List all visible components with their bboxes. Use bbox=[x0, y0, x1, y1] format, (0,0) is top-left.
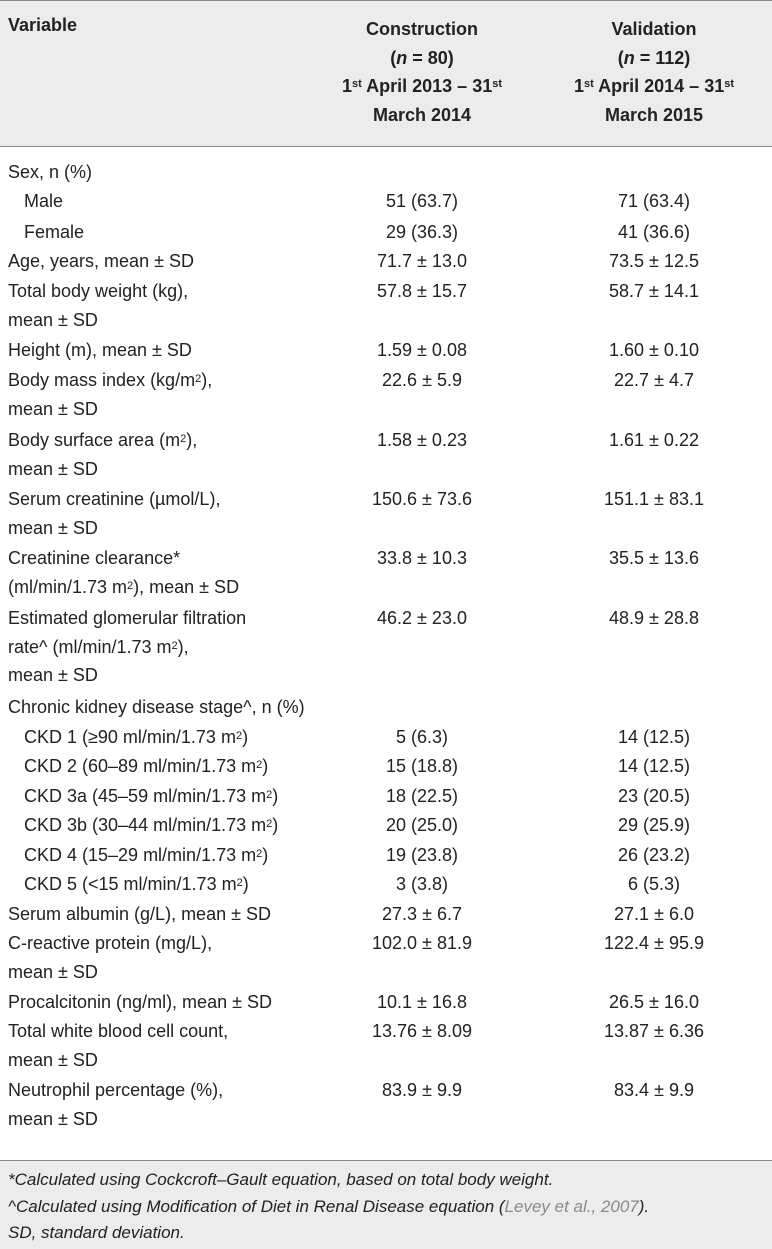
row-label: Body surface area $(m^2)$, mean ± SD bbox=[8, 430, 198, 479]
row-label: CKD 2 (60–89 ml/min/1.73 $m^2$) bbox=[24, 756, 269, 776]
construction-value: 20 (25.0) bbox=[385, 815, 459, 835]
row-label: Serum creatinine (µmol/L), mean ± SD bbox=[8, 489, 221, 538]
row-label: Female bbox=[24, 222, 85, 242]
header-construction bbox=[307, 15, 537, 129]
header-variable: Variable bbox=[8, 15, 78, 35]
footnote-sd: SD, standard deviation. bbox=[8, 1223, 185, 1242]
row-label: Sex, n (%) bbox=[8, 162, 93, 182]
construction-value: 15 (18.8) bbox=[385, 756, 459, 776]
validation-value: 35.5 ± 13.6 bbox=[609, 548, 699, 568]
row-label: CKD 3a (45–59 ml/min/1.73 $m^2$) bbox=[24, 786, 279, 806]
footnote-mdrd: ^Calculated using Modification of Diet in Renal Disease equation (Levey et al., 2007). bbox=[8, 1197, 650, 1216]
construction-value: 51 (63.7) bbox=[385, 191, 459, 211]
row-label: Procalcitonin (ng/ml), mean ± SD bbox=[8, 992, 272, 1012]
row-label: Neutrophil percentage (%), mean ± SD bbox=[8, 1080, 224, 1129]
row-label: Serum albumin (g/L), mean ± SD bbox=[8, 904, 271, 924]
validation-date-line2: March 2015 bbox=[604, 104, 704, 125]
row-label: CKD 4 (15–29 ml/min/1.73 $m^2$) bbox=[24, 845, 269, 865]
row-label: Estimated glomerular filtration rate^ (ml/min/1.73 $m^2$), mean ± SD bbox=[8, 608, 247, 685]
construction-value: 3 (3.8) bbox=[395, 874, 449, 894]
validation-date-line1: 1st April 2014 – 31st bbox=[574, 76, 734, 96]
row-label: Total body weight (kg), mean ± SD bbox=[8, 281, 189, 330]
row-label: C-reactive protein (mg/L), mean ± SD bbox=[8, 933, 213, 982]
row-label: Creatinine clearance* (ml/min/1.73 $m^2$), mean ± SD bbox=[8, 548, 240, 597]
validation-value: 48.9 ± 28.8 bbox=[609, 608, 699, 628]
validation-value: 41 (36.6) bbox=[617, 222, 691, 242]
validation-value: 14 (12.5) bbox=[617, 756, 691, 776]
table-header bbox=[0, 0, 772, 147]
validation-value: 151.1 ± 83.1 bbox=[604, 489, 704, 509]
validation-value: 73.5 ± 12.5 bbox=[609, 251, 699, 271]
validation-value: 13.87 ± 6.36 bbox=[604, 1021, 704, 1041]
construction-value: 83.9 ± 9.9 bbox=[382, 1080, 462, 1100]
construction-value: 150.6 ± 73.6 bbox=[372, 489, 472, 509]
construction-n: (n = 80) bbox=[390, 47, 454, 68]
construction-value: 18 (22.5) bbox=[385, 786, 459, 806]
validation-value: 58.7 ± 14.1 bbox=[609, 281, 699, 301]
validation-value: 26.5 ± 16.0 bbox=[609, 992, 699, 1012]
construction-date-line1: 1st April 2013 – 31st bbox=[342, 76, 502, 96]
construction-date-line2: March 2014 bbox=[372, 104, 472, 125]
footnote-cockcroft: *Calculated using Cockcroft–Gault equation, based on total body weight. bbox=[8, 1170, 554, 1189]
validation-value: 29 (25.9) bbox=[617, 815, 691, 835]
construction-value: 1.59 ± 0.08 bbox=[377, 340, 467, 360]
validation-value: 1.60 ± 0.10 bbox=[609, 340, 699, 360]
row-label: Chronic kidney disease stage^, n (%) bbox=[8, 697, 305, 717]
construction-value: 29 (36.3) bbox=[385, 222, 459, 242]
header-validation bbox=[539, 15, 769, 129]
row-label: Height (m), mean ± SD bbox=[8, 340, 192, 360]
construction-value: 71.7 ± 13.0 bbox=[377, 251, 467, 271]
validation-title: Validation bbox=[611, 19, 697, 39]
row-label: CKD 3b (30–44 ml/min/1.73 $m^2$) bbox=[24, 815, 279, 835]
reference-link[interactable]: Levey et al., 2007 bbox=[504, 1197, 639, 1216]
row-label: Body mass index $(kg/m^2)$, mean ± SD bbox=[8, 370, 213, 419]
row-label: Age, years, mean ± SD bbox=[8, 251, 194, 271]
validation-value: 22.7 ± 4.7 bbox=[614, 370, 694, 390]
construction-value: 46.2 ± 23.0 bbox=[377, 608, 467, 628]
validation-value: 27.1 ± 6.0 bbox=[614, 904, 694, 924]
row-label: Total white blood cell count, mean ± SD bbox=[8, 1021, 229, 1070]
construction-value: 22.6 ± 5.9 bbox=[382, 370, 462, 390]
table-footnotes bbox=[0, 1160, 772, 1249]
validation-n: (n = 112) bbox=[617, 47, 691, 68]
validation-value: 23 (20.5) bbox=[617, 786, 691, 806]
construction-value: 1.58 ± 0.23 bbox=[377, 430, 467, 450]
validation-value: 6 (5.3) bbox=[627, 874, 681, 894]
row-label: Male bbox=[24, 191, 64, 211]
validation-value: 122.4 ± 95.9 bbox=[604, 933, 704, 953]
validation-value: 14 (12.5) bbox=[617, 727, 691, 747]
validation-value: 26 (23.2) bbox=[617, 845, 691, 865]
construction-value: 102.0 ± 81.9 bbox=[372, 933, 472, 953]
construction-value: 13.76 ± 8.09 bbox=[372, 1021, 472, 1041]
row-label: CKD 5 (<15 ml/min/1.73 $m^2$) bbox=[24, 874, 249, 894]
validation-value: 83.4 ± 9.9 bbox=[614, 1080, 694, 1100]
construction-value: 5 (6.3) bbox=[395, 727, 449, 747]
row-label: CKD 1 (≥90 ml/min/1.73 $m^2$) bbox=[24, 727, 249, 747]
construction-value: 10.1 ± 16.8 bbox=[377, 992, 467, 1012]
construction-value: 33.8 ± 10.3 bbox=[377, 548, 467, 568]
construction-title: Construction bbox=[366, 19, 478, 39]
construction-value: 27.3 ± 6.7 bbox=[382, 904, 462, 924]
validation-value: 1.61 ± 0.22 bbox=[609, 430, 699, 450]
construction-value: 19 (23.8) bbox=[385, 845, 459, 865]
validation-value: 71 (63.4) bbox=[617, 191, 691, 211]
construction-value: 57.8 ± 15.7 bbox=[377, 281, 467, 301]
